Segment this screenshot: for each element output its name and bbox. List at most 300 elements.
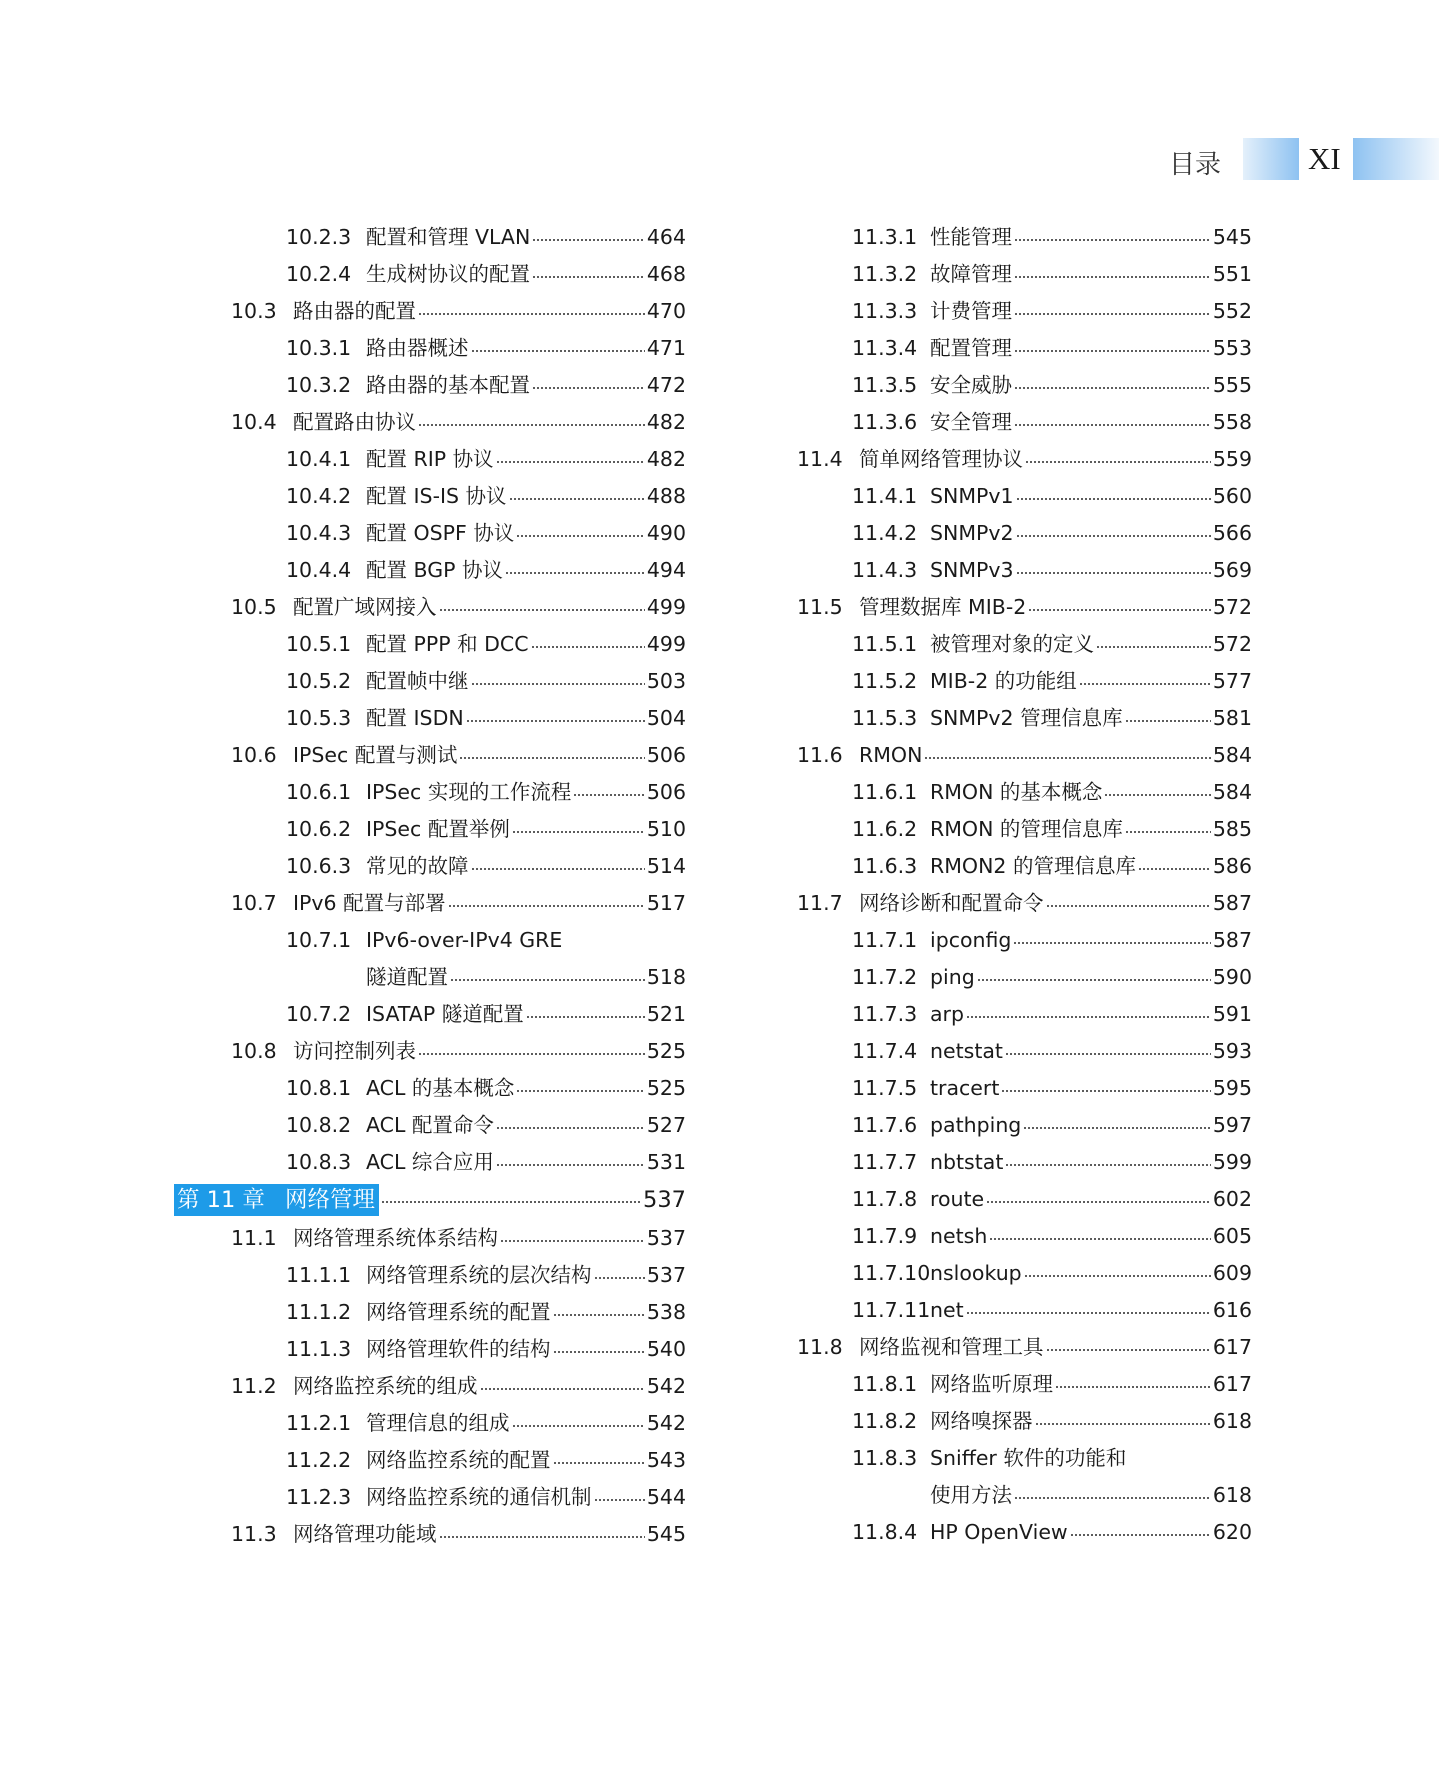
entry-number: 11.4.1 bbox=[852, 484, 918, 508]
entry-page-number: 503 bbox=[646, 669, 686, 693]
entry-page-number: 531 bbox=[646, 1150, 686, 1174]
entry-number: 11.3.5 bbox=[852, 373, 918, 397]
dot-leader bbox=[573, 794, 645, 796]
toc-entry bbox=[852, 1110, 1252, 1140]
dot-leader bbox=[1014, 1497, 1211, 1499]
entry-number: 11.2.3 bbox=[286, 1485, 352, 1509]
entry-title: 性能管理 bbox=[930, 225, 1012, 249]
dot-leader bbox=[1014, 313, 1211, 315]
entry-page-number: 542 bbox=[646, 1374, 686, 1398]
entry-title: 配置 BGP 协议 bbox=[366, 558, 503, 582]
entry-title: MIB-2 的功能组 bbox=[930, 669, 1077, 693]
entry-title: arp bbox=[930, 1002, 965, 1026]
toc-entry bbox=[852, 999, 1252, 1029]
entry-page-number: 577 bbox=[1212, 669, 1252, 693]
dot-leader bbox=[512, 831, 645, 833]
toc-entry bbox=[286, 333, 686, 363]
entry-number: 11.2.2 bbox=[286, 1448, 352, 1472]
dot-leader bbox=[531, 646, 645, 648]
entry-number: 10.6.2 bbox=[286, 817, 352, 841]
dot-leader bbox=[1014, 350, 1211, 352]
entry-page-number: 537 bbox=[646, 1263, 686, 1287]
entry-page-number: 525 bbox=[646, 1076, 686, 1100]
entry-number: 10.8.1 bbox=[286, 1076, 352, 1100]
dot-leader bbox=[1125, 720, 1211, 722]
entry-number: 10.3.1 bbox=[286, 336, 352, 360]
entry-title: 网络监视和管理工具 bbox=[859, 1335, 1044, 1359]
entry-title: 网络诊断和配置命令 bbox=[859, 891, 1044, 915]
toc-entry bbox=[852, 1406, 1252, 1436]
toc-entry bbox=[852, 1480, 1252, 1510]
entry-title: 配置管理 bbox=[930, 336, 1012, 360]
entry-number: 10.4.3 bbox=[286, 521, 352, 545]
dot-leader bbox=[448, 905, 645, 907]
entry-number: 11.7.1 bbox=[852, 928, 918, 952]
header-page-number: XI bbox=[1308, 141, 1341, 176]
entry-title: 管理信息的组成 bbox=[366, 1411, 510, 1435]
entry-page-number: 559 bbox=[1212, 447, 1252, 471]
entry-title: ping bbox=[930, 965, 975, 989]
toc-entry bbox=[286, 1408, 686, 1438]
entry-page-number: 584 bbox=[1212, 743, 1252, 767]
entry-page-number: 537 bbox=[646, 1226, 686, 1250]
toc-entry bbox=[852, 1517, 1252, 1547]
dot-leader bbox=[532, 387, 645, 389]
entry-title: 网络管理系统的配置 bbox=[366, 1300, 551, 1324]
dot-leader bbox=[471, 868, 645, 870]
entry-page-number: 464 bbox=[646, 225, 686, 249]
entry-title-continued: 隧道配置 bbox=[366, 965, 448, 989]
entry-title: 配置路由协议 bbox=[293, 410, 416, 434]
entry-title: ACL 综合应用 bbox=[366, 1150, 494, 1174]
dot-leader bbox=[516, 1090, 644, 1092]
dot-leader bbox=[505, 572, 645, 574]
entry-number: 10.6 bbox=[231, 743, 277, 767]
toc-entry bbox=[852, 222, 1252, 252]
toc-entry bbox=[852, 962, 1252, 992]
entry-page-number: 586 bbox=[1212, 854, 1252, 878]
dot-leader bbox=[418, 313, 645, 315]
toc-entry bbox=[231, 296, 686, 326]
dot-leader bbox=[1024, 1275, 1211, 1277]
entry-title: ISATAP 隧道配置 bbox=[366, 1002, 524, 1026]
entry-number: 10.5.3 bbox=[286, 706, 352, 730]
toc-entry bbox=[852, 296, 1252, 326]
entry-title: Sniffer 软件的功能和 bbox=[930, 1446, 1127, 1470]
entry-number: 10.7.1 bbox=[286, 928, 352, 952]
dot-leader bbox=[553, 1351, 645, 1353]
entry-page-number: 553 bbox=[1212, 336, 1252, 360]
entry-page-number: 591 bbox=[1212, 1002, 1252, 1026]
entry-first-line bbox=[286, 925, 562, 955]
entry-title: RMON bbox=[859, 743, 923, 767]
toc-entry bbox=[231, 1223, 686, 1253]
dot-leader bbox=[1046, 1349, 1211, 1351]
header-decor-bar bbox=[1243, 138, 1299, 180]
dot-leader bbox=[1014, 387, 1211, 389]
entry-title: 生成树协议的配置 bbox=[366, 262, 530, 286]
dot-leader bbox=[1096, 646, 1211, 648]
entry-title: 配置 ISDN bbox=[366, 706, 464, 730]
entry-number: 10.7.2 bbox=[286, 1002, 352, 1026]
entry-number: 11.5 bbox=[797, 595, 843, 619]
entry-title: 网络管理功能域 bbox=[293, 1522, 437, 1546]
dot-leader bbox=[966, 1016, 1211, 1018]
dot-leader bbox=[532, 276, 645, 278]
toc-entry bbox=[286, 370, 686, 400]
dot-leader bbox=[1014, 239, 1211, 241]
entry-title: 安全管理 bbox=[930, 410, 1012, 434]
dot-leader bbox=[1025, 461, 1211, 463]
dot-leader bbox=[471, 683, 645, 685]
toc-entry bbox=[231, 592, 686, 622]
entry-number: 11.7.11 bbox=[852, 1298, 931, 1322]
entry-title: 网络监控系统的通信机制 bbox=[366, 1485, 592, 1509]
dot-leader bbox=[1005, 1164, 1210, 1166]
entry-page-number: 488 bbox=[646, 484, 686, 508]
entry-title: 网络管理系统的层次结构 bbox=[366, 1263, 592, 1287]
entry-number: 11.8.2 bbox=[852, 1409, 918, 1433]
entry-number: 11.6.3 bbox=[852, 854, 918, 878]
dot-leader bbox=[1138, 868, 1211, 870]
toc-entry bbox=[852, 851, 1252, 881]
entry-title: RMON 的管理信息库 bbox=[930, 817, 1123, 841]
entry-first-line bbox=[852, 1443, 1126, 1473]
entry-title: ACL 配置命令 bbox=[366, 1113, 494, 1137]
toc-entry bbox=[286, 1110, 686, 1140]
entry-page-number: 590 bbox=[1212, 965, 1252, 989]
entry-number: 11.5.2 bbox=[852, 669, 918, 693]
dot-leader bbox=[1016, 572, 1211, 574]
toc-entry bbox=[852, 666, 1252, 696]
dot-leader bbox=[512, 1425, 645, 1427]
entry-number: 11.7.7 bbox=[852, 1150, 918, 1174]
entry-number: 11.5.3 bbox=[852, 706, 918, 730]
entry-number: 10.4.2 bbox=[286, 484, 352, 508]
entry-title: net bbox=[930, 1298, 964, 1322]
toc-entry bbox=[286, 1334, 686, 1364]
entry-number: 10.4.1 bbox=[286, 447, 352, 471]
dot-leader bbox=[509, 498, 645, 500]
entry-number: 11.1.1 bbox=[286, 1263, 352, 1287]
toc-entry bbox=[852, 703, 1252, 733]
entry-number: 11.1.3 bbox=[286, 1337, 352, 1361]
header-decor-bar-right bbox=[1353, 138, 1439, 180]
entry-page-number: 569 bbox=[1212, 558, 1252, 582]
toc-entry bbox=[286, 518, 686, 548]
entry-title: 安全威胁 bbox=[930, 373, 1012, 397]
entry-number: 10.7 bbox=[231, 891, 277, 915]
toc-entry bbox=[852, 925, 1252, 955]
toc-entry bbox=[286, 1445, 686, 1475]
toc-entry bbox=[852, 629, 1252, 659]
entry-title: 配置 PPP 和 DCC bbox=[366, 632, 529, 656]
toc-entry bbox=[852, 1147, 1252, 1177]
entry-number: 11.3.6 bbox=[852, 410, 918, 434]
dot-leader bbox=[986, 1201, 1211, 1203]
dot-leader bbox=[418, 1053, 645, 1055]
entry-title: 路由器的配置 bbox=[293, 299, 416, 323]
entry-page-number: 514 bbox=[646, 854, 686, 878]
entry-page-number: 527 bbox=[646, 1113, 686, 1137]
toc-entry bbox=[286, 629, 686, 659]
entry-number: 11.7.6 bbox=[852, 1113, 918, 1137]
toc-entry bbox=[286, 444, 686, 474]
entry-title: 网络管理系统体系结构 bbox=[293, 1226, 498, 1250]
entry-number: 10.6.3 bbox=[286, 854, 352, 878]
entry-page-number: 470 bbox=[646, 299, 686, 323]
entry-number: 10.3.2 bbox=[286, 373, 352, 397]
entry-number: 11.3.4 bbox=[852, 336, 918, 360]
toc-entry bbox=[852, 1258, 1252, 1288]
entry-page-number: 587 bbox=[1212, 891, 1252, 915]
entry-number: 11.1.2 bbox=[286, 1300, 352, 1324]
dot-leader bbox=[1079, 683, 1211, 685]
toc-entry bbox=[286, 1482, 686, 1512]
entry-number: 11.7 bbox=[797, 891, 843, 915]
entry-page-number: 584 bbox=[1212, 780, 1252, 804]
dot-leader bbox=[1016, 535, 1211, 537]
entry-title: RMON 的基本概念 bbox=[930, 780, 1103, 804]
entry-number: 11.3.3 bbox=[852, 299, 918, 323]
entry-title: IPv6-over-IPv4 GRE bbox=[366, 928, 563, 952]
toc-entry bbox=[852, 777, 1252, 807]
toc-entry bbox=[797, 444, 1252, 474]
entry-page-number: 585 bbox=[1212, 817, 1252, 841]
toc-entry bbox=[852, 1036, 1252, 1066]
toc-entry bbox=[286, 222, 686, 252]
entry-title: netsh bbox=[930, 1224, 988, 1248]
entry-number: 11.8.1 bbox=[852, 1372, 918, 1396]
entry-page-number: 552 bbox=[1212, 299, 1252, 323]
entry-page-number: 560 bbox=[1212, 484, 1252, 508]
entry-title: 被管理对象的定义 bbox=[930, 632, 1094, 656]
toc-entry bbox=[797, 1332, 1252, 1362]
entry-number: 11.4 bbox=[797, 447, 843, 471]
entry-title: ipconfig bbox=[930, 928, 1012, 952]
dot-leader bbox=[1055, 1386, 1211, 1388]
toc-entry bbox=[286, 962, 686, 992]
toc-entry bbox=[852, 518, 1252, 548]
dot-leader bbox=[1104, 794, 1210, 796]
entry-title: ACL 的基本概念 bbox=[366, 1076, 515, 1100]
toc-entry bbox=[852, 370, 1252, 400]
dot-leader bbox=[418, 424, 645, 426]
entry-title-continued: 使用方法 bbox=[930, 1483, 1012, 1507]
entry-title: 网络监控系统的配置 bbox=[366, 1448, 551, 1472]
toc-entry bbox=[852, 1221, 1252, 1251]
entry-number: 11.7.2 bbox=[852, 965, 918, 989]
entry-title: 网络管理软件的结构 bbox=[366, 1337, 551, 1361]
dot-leader bbox=[496, 461, 645, 463]
entry-page-number: 472 bbox=[646, 373, 686, 397]
dot-leader bbox=[1001, 1090, 1210, 1092]
entry-number: 10.3 bbox=[231, 299, 277, 323]
entry-number: 10.5.1 bbox=[286, 632, 352, 656]
entry-title: IPSec 实现的工作流程 bbox=[366, 780, 572, 804]
entry-page-number: 558 bbox=[1212, 410, 1252, 434]
entry-title: 计费管理 bbox=[930, 299, 1012, 323]
entry-title: 管理数据库 MIB-2 bbox=[859, 595, 1027, 619]
entry-page-number: 599 bbox=[1212, 1150, 1252, 1174]
entry-number: 11.3 bbox=[231, 1522, 277, 1546]
toc-entry bbox=[797, 740, 1252, 770]
entry-number: 11.8.4 bbox=[852, 1520, 918, 1544]
entry-number: 11.7.10 bbox=[852, 1261, 931, 1285]
toc-entry bbox=[286, 1260, 686, 1290]
entry-number: 10.8 bbox=[231, 1039, 277, 1063]
toc-entry bbox=[286, 703, 686, 733]
dot-leader bbox=[439, 609, 645, 611]
entry-page-number: 593 bbox=[1212, 1039, 1252, 1063]
entry-title: 网络嗅探器 bbox=[930, 1409, 1033, 1433]
toc-entry bbox=[286, 851, 686, 881]
chapter-title: 网络管理 bbox=[284, 1187, 375, 1213]
entry-title: nbtstat bbox=[930, 1150, 1004, 1174]
entry-title: netstat bbox=[930, 1039, 1003, 1063]
toc-entry bbox=[231, 1371, 686, 1401]
entry-number: 11.6.1 bbox=[852, 780, 918, 804]
entry-page-number: 609 bbox=[1212, 1261, 1252, 1285]
entry-page-number: 544 bbox=[646, 1485, 686, 1509]
entry-page-number: 595 bbox=[1212, 1076, 1252, 1100]
entry-number: 11.7.3 bbox=[852, 1002, 918, 1026]
entry-title: SNMPv3 bbox=[930, 558, 1014, 582]
entry-title: 配置 OSPF 协议 bbox=[366, 521, 515, 545]
dot-leader bbox=[480, 1388, 645, 1390]
toc-entry bbox=[852, 333, 1252, 363]
entry-page-number: 618 bbox=[1212, 1483, 1252, 1507]
entry-page-number: 617 bbox=[1212, 1372, 1252, 1396]
toc-entry bbox=[852, 407, 1252, 437]
dot-leader bbox=[450, 979, 645, 981]
dot-leader bbox=[553, 1462, 645, 1464]
toc-entry bbox=[797, 592, 1252, 622]
entry-number: 11.3.2 bbox=[852, 262, 918, 286]
dot-leader bbox=[466, 720, 645, 722]
entry-page-number: 545 bbox=[646, 1522, 686, 1546]
toc-entry bbox=[852, 1295, 1252, 1325]
entry-number: 11.2 bbox=[231, 1374, 277, 1398]
entry-number: 10.5.2 bbox=[286, 669, 352, 693]
entry-page-number: 504 bbox=[646, 706, 686, 730]
toc-entry bbox=[286, 777, 686, 807]
entry-title: 路由器的基本配置 bbox=[366, 373, 530, 397]
entry-title: HP OpenView bbox=[930, 1520, 1068, 1544]
entry-title: 故障管理 bbox=[930, 262, 1012, 286]
dot-leader bbox=[1014, 424, 1211, 426]
toc-entry bbox=[852, 1073, 1252, 1103]
entry-page-number: 468 bbox=[646, 262, 686, 286]
dot-leader bbox=[553, 1314, 645, 1316]
toc-entry bbox=[231, 888, 686, 918]
entry-title: 访问控制列表 bbox=[293, 1039, 416, 1063]
entry-number: 11.6 bbox=[797, 743, 843, 767]
dot-leader bbox=[1013, 942, 1210, 944]
entry-page-number: 540 bbox=[646, 1337, 686, 1361]
dot-leader bbox=[381, 1201, 641, 1203]
entry-title: 简单网络管理协议 bbox=[859, 447, 1023, 471]
entry-page-number: 521 bbox=[646, 1002, 686, 1026]
entry-number: 11.7.4 bbox=[852, 1039, 918, 1063]
entry-page-number: 518 bbox=[646, 965, 686, 989]
toc-entry bbox=[174, 1184, 686, 1214]
dot-leader bbox=[439, 1536, 645, 1538]
dot-leader bbox=[1070, 1534, 1211, 1536]
entry-page-number: 581 bbox=[1212, 706, 1252, 730]
entry-page-number: 555 bbox=[1212, 373, 1252, 397]
toc-entry bbox=[852, 1184, 1252, 1214]
entry-number: 11.7.9 bbox=[852, 1224, 918, 1248]
toc-entry bbox=[286, 666, 686, 696]
entry-page-number: 537 bbox=[643, 1187, 686, 1213]
dot-leader bbox=[966, 1312, 1211, 1314]
dot-leader bbox=[1125, 831, 1211, 833]
dot-leader bbox=[1046, 905, 1211, 907]
entry-page-number: 471 bbox=[646, 336, 686, 360]
dot-leader bbox=[1014, 276, 1211, 278]
entry-page-number: 545 bbox=[1212, 225, 1252, 249]
entry-page-number: 525 bbox=[646, 1039, 686, 1063]
entry-title: RMON2 的管理信息库 bbox=[930, 854, 1136, 878]
toc-entry bbox=[852, 259, 1252, 289]
dot-leader bbox=[516, 535, 645, 537]
entry-number: 10.2.3 bbox=[286, 225, 352, 249]
entry-page-number: 602 bbox=[1212, 1187, 1252, 1211]
entry-page-number: 499 bbox=[646, 632, 686, 656]
toc-entry bbox=[286, 481, 686, 511]
dot-leader bbox=[1028, 609, 1211, 611]
entry-page-number: 506 bbox=[646, 780, 686, 804]
dot-leader bbox=[1016, 498, 1211, 500]
dot-leader bbox=[500, 1240, 645, 1242]
entry-number: 10.8.3 bbox=[286, 1150, 352, 1174]
entry-page-number: 616 bbox=[1212, 1298, 1252, 1322]
toc-entry bbox=[286, 259, 686, 289]
toc-entry bbox=[286, 999, 686, 1029]
entry-title: SNMPv1 bbox=[930, 484, 1014, 508]
entry-title: 配置广域网接入 bbox=[293, 595, 437, 619]
entry-number: 11.2.1 bbox=[286, 1411, 352, 1435]
entry-title: 配置和管理 VLAN bbox=[366, 225, 531, 249]
entry-number: 11.4.2 bbox=[852, 521, 918, 545]
dot-leader bbox=[496, 1164, 645, 1166]
entry-title: IPv6 配置与部署 bbox=[293, 891, 446, 915]
entry-page-number: 499 bbox=[646, 595, 686, 619]
entry-number: 10.2.4 bbox=[286, 262, 352, 286]
entry-number: 11.7.8 bbox=[852, 1187, 918, 1211]
toc-entry bbox=[231, 1036, 686, 1066]
dot-leader bbox=[526, 1016, 645, 1018]
entry-page-number: 597 bbox=[1212, 1113, 1252, 1137]
entry-title: SNMPv2 管理信息库 bbox=[930, 706, 1123, 730]
entry-page-number: 572 bbox=[1212, 595, 1252, 619]
dot-leader bbox=[594, 1499, 645, 1501]
dot-leader bbox=[594, 1277, 645, 1279]
entry-title: tracert bbox=[930, 1076, 1000, 1100]
entry-number: 10.6.1 bbox=[286, 780, 352, 804]
toc-entry bbox=[797, 888, 1252, 918]
toc-entry bbox=[286, 555, 686, 585]
entry-title: 路由器概述 bbox=[366, 336, 469, 360]
entry-page-number: 490 bbox=[646, 521, 686, 545]
entry-page-number: 543 bbox=[646, 1448, 686, 1472]
entry-number: 10.8.2 bbox=[286, 1113, 352, 1137]
entry-page-number: 542 bbox=[646, 1411, 686, 1435]
toc-entry bbox=[286, 1297, 686, 1327]
entry-page-number: 620 bbox=[1212, 1520, 1252, 1544]
entry-page-number: 482 bbox=[646, 447, 686, 471]
